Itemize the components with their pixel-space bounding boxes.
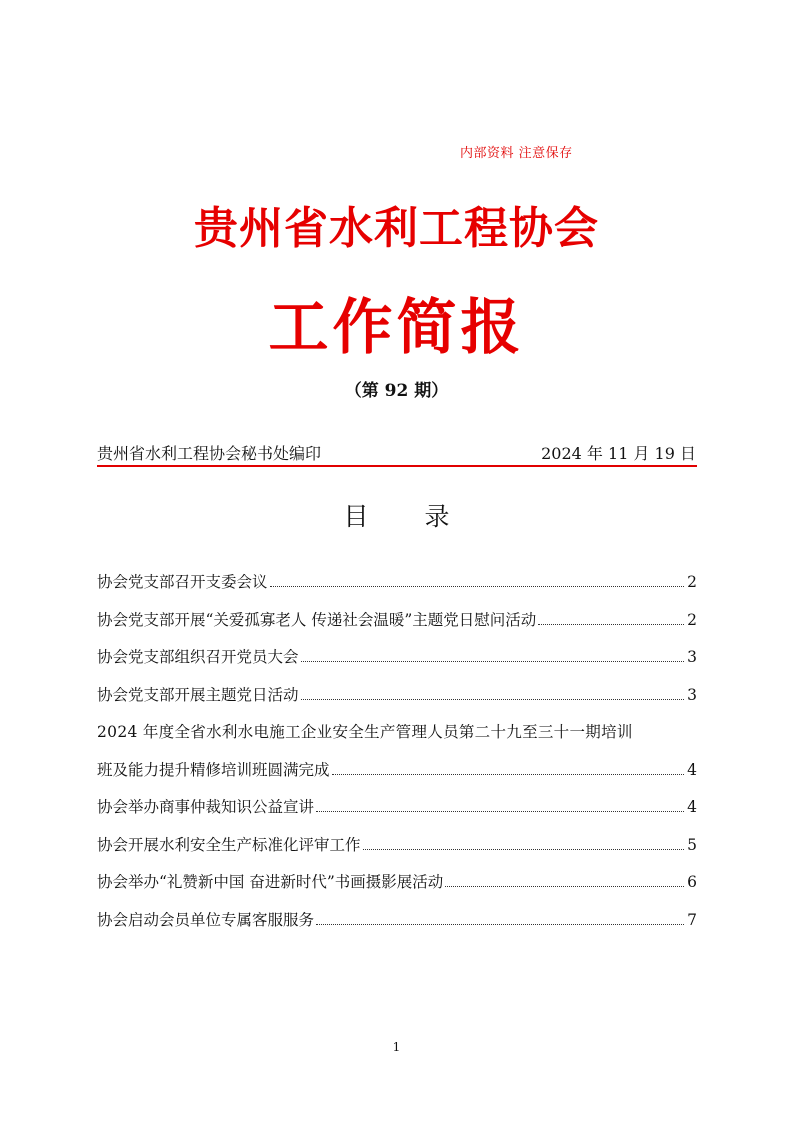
toc-entry[interactable] bbox=[97, 864, 697, 902]
header-divider bbox=[97, 465, 697, 467]
toc-heading-char: 录 bbox=[424, 502, 450, 531]
toc-leader-dots bbox=[445, 886, 684, 887]
toc-entry-title: 协会党支部组织召开党员大会 bbox=[97, 648, 299, 666]
toc-leader-dots bbox=[301, 661, 685, 662]
toc-entry-page: 3 bbox=[687, 648, 697, 666]
toc-heading-char: 目 bbox=[343, 502, 369, 531]
toc-entry-page: 2 bbox=[687, 610, 697, 629]
toc-leader-dots bbox=[301, 699, 685, 700]
toc-entry[interactable] bbox=[97, 602, 697, 640]
confidential-notice: 内部资料 注意保存 bbox=[460, 146, 573, 161]
toc-entry[interactable] bbox=[97, 827, 697, 865]
organization-title: 贵州省水利工程协会 bbox=[194, 203, 599, 254]
toc-entry-page: 4 bbox=[687, 798, 697, 816]
toc-entry-page: 7 bbox=[687, 910, 697, 929]
toc-entry-title: 2024 年度全省水利水电施工企业安全生产管理人员第二十九至三十一期培训 bbox=[97, 723, 633, 741]
toc-entry-title: 协会党支部召开支委会议 bbox=[97, 573, 268, 591]
toc-leader-dots bbox=[270, 586, 685, 587]
toc-entry-title: 协会党支部开展主题党日活动 bbox=[97, 685, 299, 704]
toc-leader-dots bbox=[363, 849, 685, 850]
toc-entry-page: 6 bbox=[687, 873, 697, 891]
publish-date: 2024 年 11 月 19 日 bbox=[541, 444, 696, 463]
toc-entry-title: 协会举办商事仲裁知识公益宣讲 bbox=[97, 798, 315, 816]
bulletin-title: 工作简报 bbox=[268, 293, 525, 363]
toc-entry-title: 协会启动会员单位专属客服服务 bbox=[97, 910, 315, 929]
toc-leader-dots bbox=[538, 624, 684, 625]
table-of-contents bbox=[97, 564, 697, 939]
toc-leader-dots bbox=[316, 924, 684, 925]
toc-entry-page: 5 bbox=[687, 835, 697, 854]
toc-entry[interactable] bbox=[97, 639, 697, 677]
toc-entry-title: 班及能力提升精修培训班圆满完成 bbox=[97, 760, 330, 779]
toc-leader-dots bbox=[332, 774, 685, 775]
toc-entry[interactable] bbox=[97, 789, 697, 827]
toc-entry-title: 协会开展水利安全生产标准化评审工作 bbox=[97, 835, 361, 854]
toc-entry-page: 3 bbox=[687, 685, 697, 704]
toc-entry-line2[interactable] bbox=[97, 752, 697, 790]
page-number: 1 bbox=[392, 1040, 401, 1054]
issue-number: （第 92 期） bbox=[344, 381, 449, 401]
toc-entry-page: 2 bbox=[687, 573, 697, 591]
publisher-line: 贵州省水利工程协会秘书处编印 bbox=[97, 444, 322, 463]
toc-entry-title: 协会党支部开展“关爱孤寡老人 传递社会温暖”主题党日慰问活动 bbox=[97, 610, 537, 629]
toc-entry-title: 协会举办“礼赞新中国 奋进新时代”书画摄影展活动 bbox=[97, 873, 444, 891]
toc-entry[interactable] bbox=[97, 902, 697, 940]
toc-leader-dots bbox=[316, 811, 684, 812]
toc-entry[interactable] bbox=[97, 677, 697, 715]
toc-entry[interactable] bbox=[97, 564, 697, 602]
toc-heading bbox=[0, 497, 793, 533]
toc-entry-line1[interactable] bbox=[97, 714, 697, 752]
toc-entry-page: 4 bbox=[687, 760, 697, 779]
